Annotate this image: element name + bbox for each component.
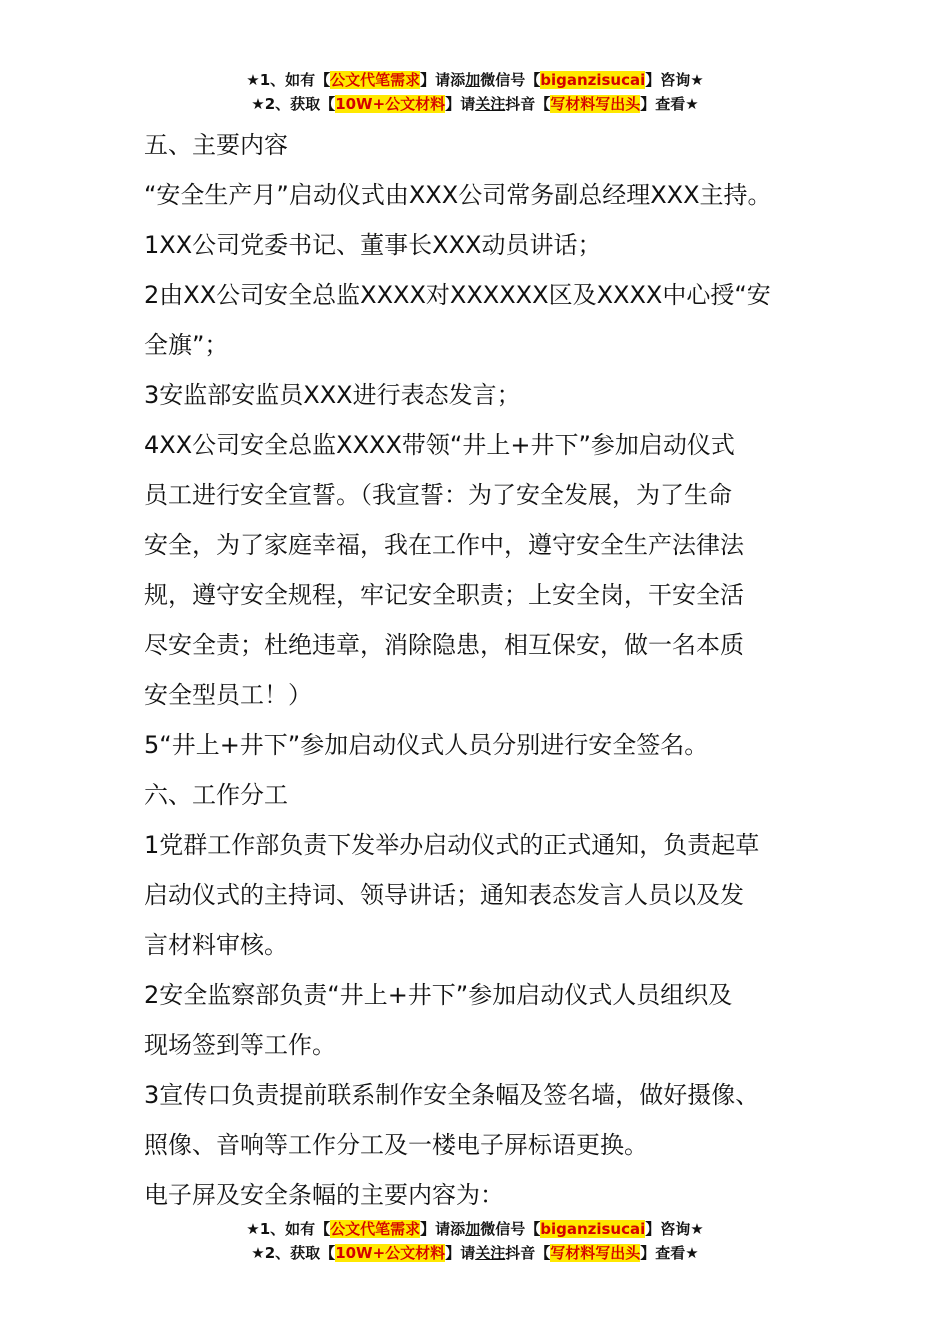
body-line: 现场签到等工作。 [144, 1031, 336, 1059]
promo-text: 】请 [445, 1244, 476, 1262]
promo-text: 】查看★ [640, 95, 699, 113]
body-line: 尽安全责；杜绝违章，消除隐患，相互保安，做一名本质 [144, 631, 744, 659]
body-line: 规，遵守安全规程，牢记安全职责；上安全岗，干安全活 [144, 581, 744, 609]
promo-highlight: 10W+公文材料 [335, 95, 446, 113]
body-line: 3宣传口负责提前联系制作安全条幅及签名墙，做好摄像、 [144, 1081, 760, 1109]
body-line: “安全生产月”启动仪式由XXX公司常务副总经理XXX主持。 [144, 181, 772, 209]
section-heading: 五、主要内容 [144, 131, 288, 159]
promo-line-2 [0, 1241, 950, 1265]
body-line: 启动仪式的主持词、领导讲话；通知表态发言人员以及发 [144, 881, 744, 909]
promo-highlight: 10W+公文材料 [335, 1244, 446, 1262]
body-line: 4XX公司安全总监XXXX带领“井上+井下”参加启动仪式 [144, 431, 735, 459]
promo-underline: 关注 [475, 1244, 506, 1262]
promo-text: 】请 [445, 95, 476, 113]
promo-text: 】查看★ [640, 1244, 699, 1262]
promo-text: 】咨询★ [645, 71, 704, 89]
promo-highlight: biganzisucai [540, 1220, 646, 1238]
promo-text: ★1、如有【 [246, 1220, 331, 1238]
promo-text: ★2、获取【 [251, 95, 336, 113]
promo-highlight: 写材料写出头 [550, 1244, 641, 1262]
promo-line-1 [0, 68, 950, 92]
promo-text: 】请添 [420, 1220, 466, 1238]
body-line: 1党群工作部负责下发举办启动仪式的正式通知，负责起草 [144, 831, 760, 859]
bottom-promo-banner [0, 1217, 950, 1265]
promo-line-1 [0, 1217, 950, 1241]
body-line: 全旗”； [144, 331, 229, 359]
body-line: 安全，为了家庭幸福，我在工作中，遵守安全生产法律法 [144, 531, 744, 559]
document-body [144, 120, 809, 1220]
promo-underline: 加 [465, 71, 481, 89]
promo-text: 】请添 [420, 71, 466, 89]
promo-text: 】咨询★ [645, 1220, 704, 1238]
promo-text: 抖音【 [505, 95, 551, 113]
body-line: 照像、音响等工作分工及一楼电子屏标语更换。 [144, 1131, 648, 1159]
top-promo-banner [0, 68, 950, 116]
promo-text: 微信号【 [480, 1220, 541, 1238]
promo-highlight: biganzisucai [540, 71, 646, 89]
promo-underline: 关注 [475, 95, 506, 113]
body-line: 2安全监察部负责“井上+井下”参加启动仪式人员组织及 [144, 981, 733, 1009]
promo-text: ★1、如有【 [246, 71, 331, 89]
body-line: 5“井上+井下”参加启动仪式人员分别进行安全签名。 [144, 731, 709, 759]
body-line: 3安监部安监员XXX进行表态发言； [144, 381, 521, 409]
promo-highlight: 公文代笔需求 [330, 1220, 421, 1238]
body-line: 员工进行安全宣誓。（我宣誓：为了安全发展，为了生命 [144, 481, 732, 509]
body-line: 言材料审核。 [144, 931, 288, 959]
promo-text: ★2、获取【 [251, 1244, 336, 1262]
promo-highlight: 公文代笔需求 [330, 71, 421, 89]
promo-highlight: 写材料写出头 [550, 95, 641, 113]
body-line: 2由XX公司安全总监XXXX对XXXXXX区及XXXX中心授“安 [144, 281, 771, 309]
body-line: 1XX公司党委书记、董事长XXX动员讲话； [144, 231, 602, 259]
promo-text: 抖音【 [505, 1244, 551, 1262]
body-line: 安全型员工！） [144, 681, 312, 709]
section-heading: 六、工作分工 [144, 781, 288, 809]
promo-text: 微信号【 [480, 71, 541, 89]
promo-line-2 [0, 92, 950, 116]
promo-underline: 加 [465, 1220, 481, 1238]
body-line: 电子屏及安全条幅的主要内容为： [144, 1181, 504, 1209]
